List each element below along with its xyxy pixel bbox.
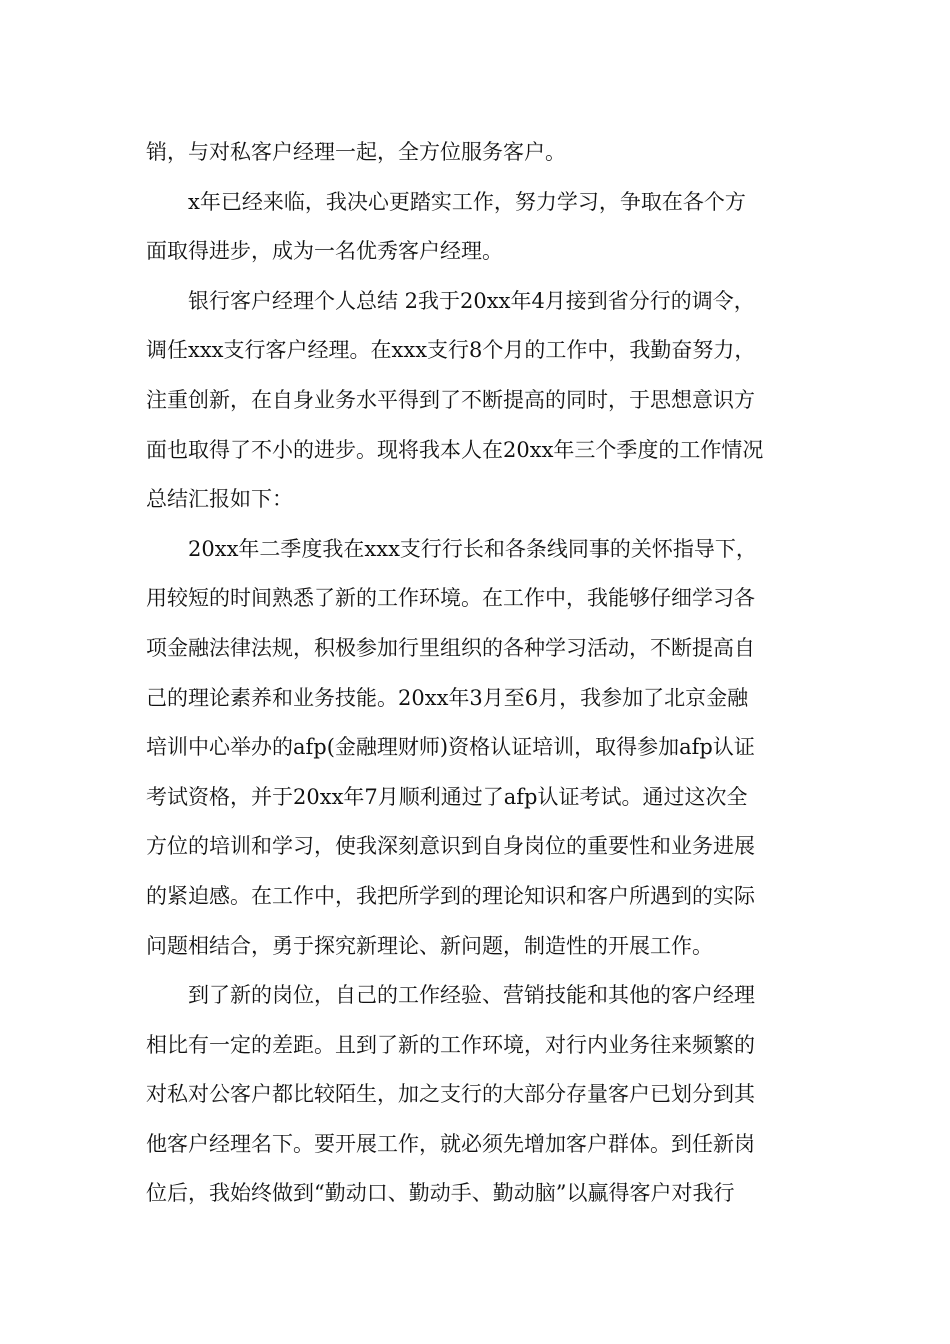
text-line: 方位的培训和学习，使我深刻意识到自身岗位的重要性和业务进展 <box>146 834 755 859</box>
text-line: 面取得进步，成为一名优秀客户经理。 <box>146 239 503 264</box>
text-line: 调任xxx支行客户经理。在xxx支行8个月的工作中，我勤奋努力， <box>146 338 756 363</box>
text-line: 总结汇报如下： <box>146 487 293 512</box>
text-line: 对私对公客户都比较陌生，加之支行的大部分存量客户已划分到其 <box>146 1082 755 1107</box>
paragraph-first-line: x年已经来临，我决心更踏实工作，努力学习，争取在各个方 <box>188 189 746 214</box>
text-line: 问题相结合，勇于探究新理论、新问题，制造性的开展工作。 <box>146 933 713 958</box>
paragraph-first-line: 到了新的岗位，自己的工作经验、营销技能和其他的客户经理 <box>188 983 755 1008</box>
text-line: 的紧迫感。在工作中，我把所学到的理论知识和客户所遇到的实际 <box>146 883 755 908</box>
body-text <box>146 128 811 1219</box>
text-line: 相比有一定的差距。且到了新的工作环境，对行内业务往来频繁的 <box>146 1032 755 1057</box>
text-line: 项金融法律法规，积极参加行里组织的各种学习活动，不断提高自 <box>146 635 755 660</box>
text-line: 销，与对私客户经理一起，全方位服务客户。 <box>146 140 566 164</box>
text-line: 己的理论素养和业务技能。20xx年3月至6月，我参加了北京金融 <box>146 685 749 710</box>
paragraph-first-line: 20xx年二季度我在xxx支行行长和各条线同事的关怀指导下， <box>188 536 757 561</box>
text-line: 考试资格，并于20xx年7月顺利通过了afp认证考试。通过这次全 <box>146 784 748 809</box>
text-line: 面也取得了不小的进步。现将我本人在20xx年三个季度的工作情况 <box>146 437 764 462</box>
text-line: 培训中心举办的afp(金融理财师)资格认证培训，取得参加afp认证 <box>146 735 755 760</box>
text-line: 位后，我始终做到“勤动口、勤动手、勤动脑”以赢得客户对我行 <box>146 1181 735 1206</box>
text-line: 他客户经理名下。要开展工作，就必须先增加客户群体。到任新岗 <box>146 1131 755 1156</box>
text-line: 注重创新，在自身业务水平得到了不断提高的同时，于思想意识方 <box>146 387 755 412</box>
paragraph-first-line: 银行客户经理个人总结 2我于20xx年4月接到省分行的调令， <box>188 288 755 313</box>
text-line: 用较短的时间熟悉了新的工作环境。在工作中，我能够仔细学习各 <box>146 586 755 611</box>
